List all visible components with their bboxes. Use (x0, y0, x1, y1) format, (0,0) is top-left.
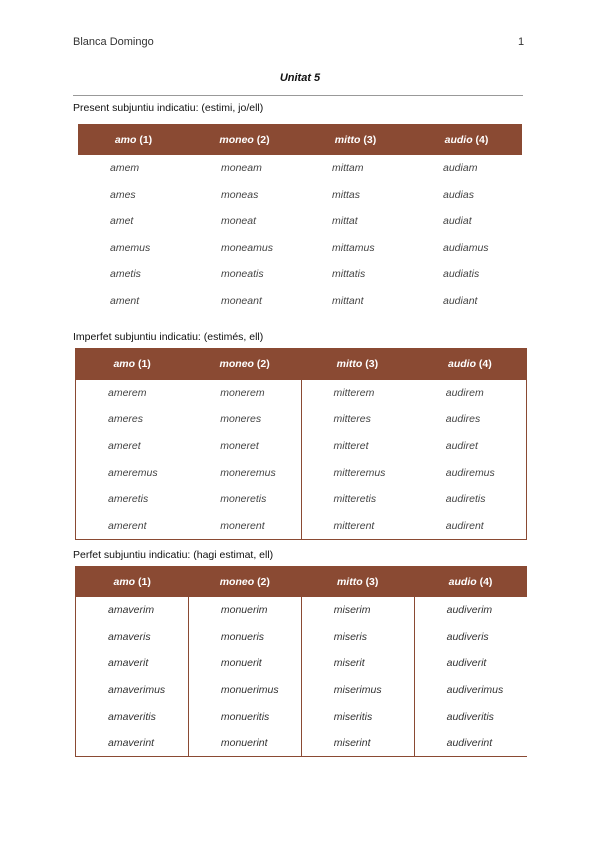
verb-form-cell: mittatis (332, 268, 366, 281)
column-number: (2) (256, 358, 270, 371)
verb-form-cell: audias (443, 188, 474, 201)
verb-form-cell: amerem (108, 386, 147, 399)
column-number: (4) (478, 358, 492, 371)
table-row (78, 155, 522, 182)
verb-form-cell: audiverint (446, 737, 493, 750)
verb-form-cell: mitteret (333, 439, 369, 452)
verb-form-cell: ametis (110, 268, 141, 281)
table-row (78, 235, 522, 262)
verb-form-cell: audirent (445, 519, 484, 532)
verb-form-cell: moneretis (188, 486, 301, 513)
verb-form-cell: audiveris (446, 630, 489, 643)
verb-form-cell: mittat (332, 215, 358, 228)
verb-form-cell: audiverim (446, 604, 493, 617)
verb-form-cell: monerent (188, 512, 301, 539)
column-number: (1) (138, 575, 151, 588)
column-header (411, 124, 522, 155)
verb-form-cell: moneant (221, 294, 262, 307)
verb-form-cell: miserim (301, 597, 414, 624)
table-header-row (76, 349, 527, 380)
verb-form-cell: audiverimus (446, 684, 504, 697)
verb-form-cell: mittamus (332, 241, 375, 254)
verb-form-cell: moneres (188, 406, 301, 433)
table-row (76, 433, 527, 460)
column-header (76, 349, 189, 380)
verb-form-cell: audiretis (445, 493, 486, 506)
column-number: (1) (139, 133, 153, 146)
table-row (76, 459, 527, 486)
table-row (76, 597, 528, 624)
title-divider (73, 95, 523, 96)
verb-form-cell: miseris (301, 624, 414, 651)
column-verb: moneo (219, 358, 254, 371)
column-verb: mitto (334, 133, 361, 146)
verb-form-cell: amem (110, 162, 140, 175)
column-verb: moneo (219, 133, 254, 146)
section-heading-imperfect: Imperfet subjuntiu indicatiu: (estimés, ell) (73, 331, 264, 343)
column-header (76, 566, 189, 597)
verb-form-cell: amaverit (76, 650, 189, 677)
verb-form-cell: mittas (332, 188, 361, 201)
verb-form-cell: audiant (443, 294, 478, 307)
column-number: (4) (479, 575, 493, 588)
column-verb: amo (113, 575, 136, 588)
column-header (414, 349, 527, 380)
verb-form-cell: audiamus (443, 241, 489, 254)
verb-form-cell: moneret (188, 433, 301, 460)
present-subjunctive-table (78, 124, 522, 314)
verb-form-cell: audiret (445, 439, 478, 452)
column-header (188, 349, 301, 380)
verb-form-cell: monuerint (188, 730, 301, 757)
verb-form-cell: audiverit (446, 657, 487, 670)
verb-form-cell: amaverint (76, 730, 189, 757)
unit-title: Unitat 5 (279, 72, 321, 84)
column-header (301, 349, 414, 380)
verb-form-cell: moneat (221, 215, 257, 228)
verb-form-cell: audiam (443, 162, 478, 175)
verb-form-cell: monerem (188, 380, 301, 407)
verb-form-cell: ameres (108, 413, 144, 426)
imperfect-subjunctive-table (75, 348, 527, 540)
table-row (76, 624, 528, 651)
column-verb: audio (447, 358, 476, 371)
table-row (76, 380, 527, 407)
verb-form-cell: mitteres (333, 413, 371, 426)
verb-form-cell: amerent (108, 519, 147, 532)
table-row (76, 406, 527, 433)
section-heading-present: Present subjuntiu indicatiu: (estimi, jo/ell) (73, 102, 264, 114)
column-verb: mitto (336, 575, 363, 588)
perfect-subjunctive-table (75, 566, 527, 757)
verb-form-cell: amemus (110, 241, 151, 254)
verb-form-cell: miserit (301, 650, 414, 677)
verb-form-cell: mittant (332, 294, 364, 307)
verb-form-cell: audiatis (443, 268, 480, 281)
verb-form-cell: miseritis (301, 703, 414, 730)
verb-form-cell: amaverim (76, 597, 189, 624)
column-number: (2) (257, 575, 270, 588)
column-verb: mitto (336, 358, 363, 371)
section-heading-perfect: Perfet subjuntiu indicatiu: (hagi estimat, ell) (73, 549, 274, 561)
table-header-row (76, 566, 528, 597)
verb-form-cell: audiat (443, 215, 472, 228)
verb-form-cell: audiveritis (446, 710, 494, 723)
verb-form-cell: amet (110, 215, 134, 228)
table-header-row (78, 124, 522, 155)
table-row (76, 512, 527, 539)
table-row (76, 703, 528, 730)
verb-form-cell: monuerim (188, 597, 301, 624)
verb-form-cell: miserimus (301, 677, 414, 704)
column-header (300, 124, 411, 155)
column-number: (4) (475, 133, 489, 146)
verb-form-cell: amaveritis (76, 703, 189, 730)
column-header (188, 566, 301, 597)
verb-form-cell: mitteretis (333, 493, 377, 506)
column-header (78, 124, 189, 155)
verb-form-cell: monueris (188, 624, 301, 651)
column-header (189, 124, 300, 155)
verb-form-cell: mitterem (333, 386, 375, 399)
verb-form-cell: monueritis (188, 703, 301, 730)
column-verb: amo (113, 358, 136, 371)
page-number: 1 (518, 36, 525, 48)
verb-form-cell: moneam (221, 162, 262, 175)
table-row (78, 182, 522, 209)
verb-form-cell: ames (110, 188, 136, 201)
table-row (76, 677, 528, 704)
verb-form-cell: moneatis (221, 268, 264, 281)
column-verb: moneo (219, 575, 255, 588)
column-verb: amo (114, 133, 137, 146)
verb-form-cell: audires (445, 413, 481, 426)
table-row (78, 261, 522, 288)
column-number: (2) (256, 133, 270, 146)
column-header (414, 566, 527, 597)
table-row (76, 730, 528, 757)
verb-form-cell: audirem (445, 386, 484, 399)
verb-form-cell: audiremus (445, 466, 495, 479)
column-number: (1) (137, 358, 151, 371)
table-row (76, 650, 528, 677)
table-row (78, 288, 522, 315)
verb-form-cell: ameret (108, 439, 141, 452)
verb-form-cell: mitteremus (333, 466, 386, 479)
column-number: (3) (365, 358, 379, 371)
column-header (301, 566, 414, 597)
column-verb: audio (448, 575, 477, 588)
column-verb: audio (444, 133, 473, 146)
verb-form-cell: moneas (221, 188, 259, 201)
table-row (78, 208, 522, 235)
verb-form-cell: moneremus (188, 459, 301, 486)
verb-form-cell: mitterent (333, 519, 375, 532)
verb-form-cell: ament (110, 294, 140, 307)
verb-form-cell: moneamus (221, 241, 273, 254)
header-author: Blanca Domingo (73, 36, 154, 48)
verb-form-cell: monuerimus (188, 677, 301, 704)
verb-form-cell: mittam (332, 162, 364, 175)
verb-form-cell: monuerit (188, 650, 301, 677)
column-number: (3) (363, 133, 377, 146)
column-number: (3) (365, 575, 379, 588)
verb-form-cell: amaveris (76, 624, 189, 651)
verb-form-cell: ameremus (108, 466, 158, 479)
table-row (76, 486, 527, 513)
verb-form-cell: miserint (301, 730, 414, 757)
verb-form-cell: ameretis (108, 493, 149, 506)
verb-form-cell: amaverimus (76, 677, 189, 704)
